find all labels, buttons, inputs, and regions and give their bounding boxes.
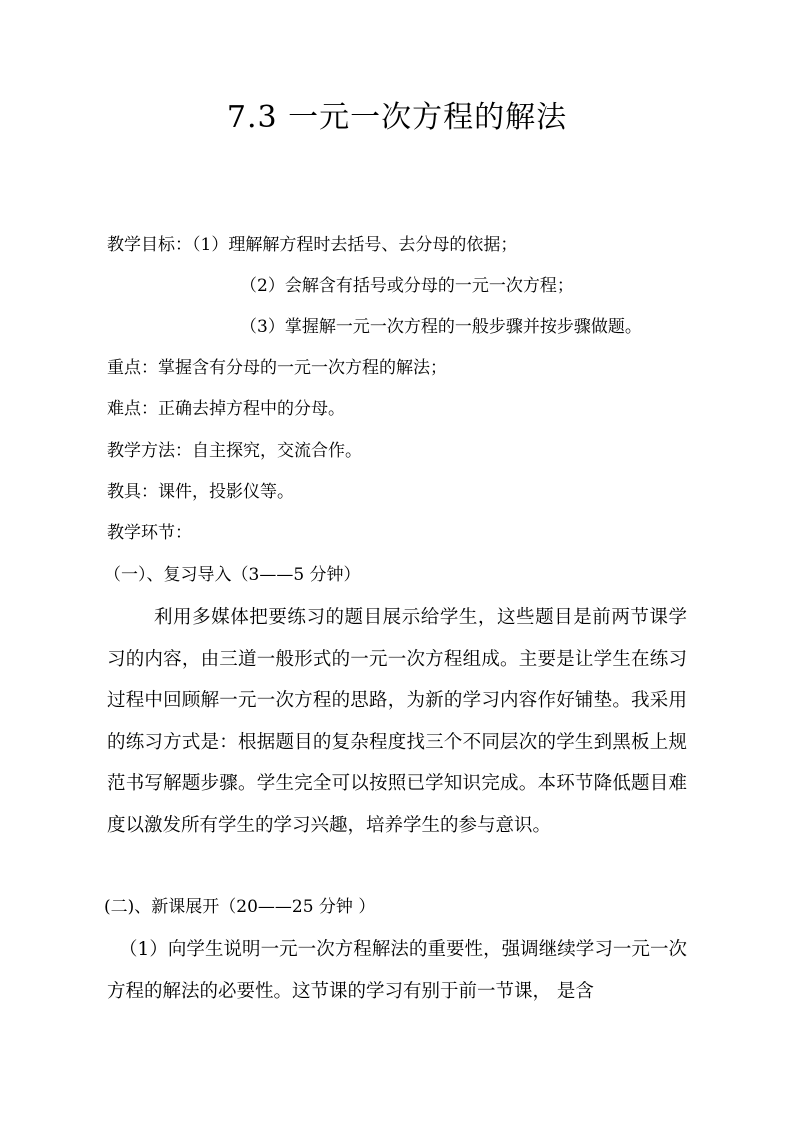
difficulty: 难点：正确去掉方程中的分母。	[107, 399, 345, 419]
teaching-tools: 教具：课件，投影仪等。	[107, 482, 294, 502]
section-2-paragraph: （1）向学生说明一元一次方程解法的重要性，强调继续学习一元一次方程的解法的必要性。这节课的学习有别于前一节课， 是含	[107, 939, 687, 1002]
section-2-heading: (二)、新课展开（20——25 分钟 ）	[104, 897, 376, 917]
objective-line-3: （3）掌握解一元一次方程的一般步骤并按步骤做题。	[240, 317, 642, 337]
section-1-heading: （一）、复习导入（3——5 分钟）	[104, 565, 361, 585]
objective-line-2: （2）会解含有括号或分母的一元一次方程；	[240, 276, 574, 296]
key-point: 重点：掌握含有分母的一元一次方程的解法；	[107, 358, 447, 378]
section-1-paragraph: 利用多媒体把要练习的题目展示给学生，这些题目是前两节课学习的内容，由三道一般形式的一元一次方程组成。主要是让学生在练习过程中回顾解一元一次方程的思路，为新的学习内容作好铺垫。我采用的练习方式是：根据题目的复杂程度找三个不同层次的学生到黑板上规范书写解题步骤。学生完全可以按照已学知识完成。本环节降低题目难度以激发所有学生的学习兴趣，培养学生的参与意识。	[107, 607, 687, 836]
objective-line-1: 教学目标：（1）理解解方程时去括号、去分母的依据；	[107, 235, 518, 255]
page-title: 7.3 一元一次方程的解法	[226, 100, 568, 135]
stages-label: 教学环节：	[107, 523, 192, 543]
teaching-method: 教学方法：自主探究，交流合作。	[107, 441, 362, 461]
